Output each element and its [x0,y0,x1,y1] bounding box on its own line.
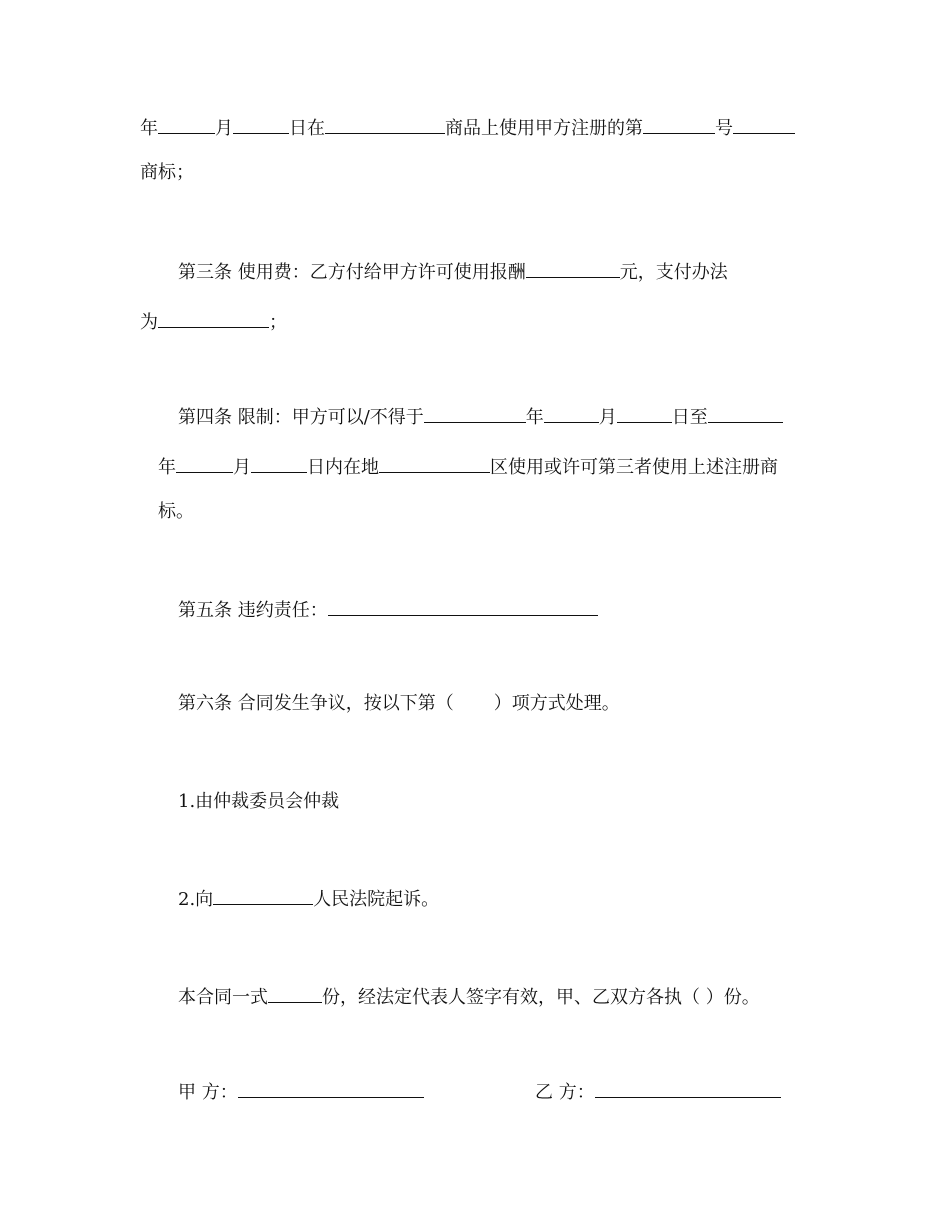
blank-year [158,114,215,134]
option1-line [178,790,339,814]
blank-party-b [595,1078,781,1098]
blank-fee [526,258,620,278]
text: 2.向 [178,889,214,910]
clause2-line1 [140,114,795,141]
text: 1.由仲裁委员会仲裁 [178,791,340,812]
blank-month [233,114,289,134]
text: 人民法院起诉。 [313,889,440,910]
blank-start-year [424,403,526,423]
text: ）项方式处理。 [493,693,620,714]
text: 为 [140,312,158,333]
text: 日内在地 [307,457,379,478]
blank-party-a [238,1078,424,1098]
blank-liability [328,596,598,616]
text: 年 [525,407,544,428]
text: ； [269,312,287,333]
text: 份，经法定代表人签字有效，甲、乙双方各执（ ）份。 [322,987,760,1008]
signature-party-b [535,1078,781,1105]
text: 年 [158,457,176,478]
text: 本合同一式 [178,987,268,1008]
text: 月 [233,457,251,478]
text: 月 [215,118,233,139]
copies-line [178,983,760,1010]
text: 第五条 违约责任： [178,600,328,621]
blank-end-month [251,453,307,473]
blank-goods [325,114,445,134]
option2-line [178,885,439,912]
clause3-line1 [178,258,728,285]
text: 月 [598,407,617,428]
blank-start-day [617,403,672,423]
blank-court [213,885,313,905]
party-b-label: 乙 方： [535,1082,595,1103]
text: 第四条 限制：甲方可以/不得于 [178,407,424,428]
blank-end-year [708,403,783,423]
clause2-line2 [140,161,194,185]
blank-copies [268,983,322,1003]
blank-number [643,114,715,134]
text: 商标； [140,162,194,183]
blank-trademark [733,114,795,134]
blank-payment-method [158,308,269,328]
text: 日在 [289,118,325,139]
blank-start-month [544,403,599,423]
clause4-line3 [158,500,194,524]
party-a-label: 甲 方： [178,1082,238,1103]
text: 号 [715,118,733,139]
text: 日至 [671,407,708,428]
clause3-line2 [140,308,287,335]
text: 第三条 使用费：乙方付给甲方许可使用报酬 [178,262,526,283]
clause5-line [178,596,598,623]
text: 年 [140,118,158,139]
text: 商品上使用甲方注册的第 [445,118,643,139]
clause6-line [178,692,620,716]
clause4-line2 [158,453,778,480]
blank-end-year-2 [176,453,233,473]
text: 第六条 合同发生争议，按以下第（ [178,693,454,714]
text: 元，支付办法 [619,262,728,283]
text: 标。 [158,501,194,522]
text: 区使用或许可第三者使用上述注册商 [490,457,778,478]
clause4-line1 [178,403,783,430]
blank-region [379,453,490,473]
signature-party-a [178,1078,424,1105]
